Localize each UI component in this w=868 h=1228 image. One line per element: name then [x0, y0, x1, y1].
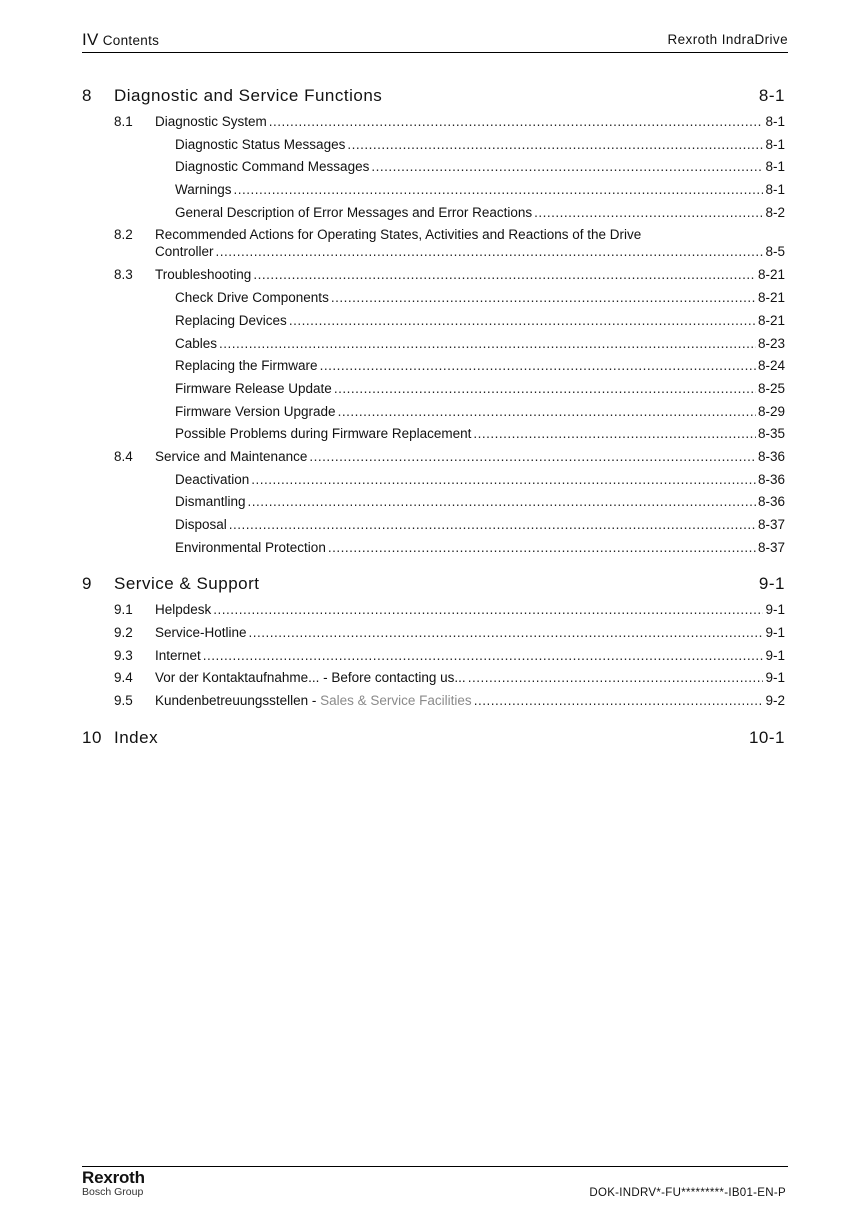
toc-subentry[interactable] — [82, 336, 785, 359]
toc-subentry[interactable] — [82, 404, 785, 427]
entry-page: 9-1 — [765, 647, 785, 663]
entry-title-line1: Recommended Actions for Operating States, Activities and Reactions of the Drive — [155, 227, 642, 243]
dot-leader — [331, 290, 756, 306]
dot-leader — [473, 426, 756, 442]
rexroth-logo — [82, 1169, 145, 1198]
toc-subentry[interactable] — [82, 182, 785, 205]
dot-leader — [338, 404, 756, 420]
entry-title — [175, 358, 318, 374]
toc-entry[interactable] — [82, 693, 785, 716]
dot-leader — [248, 494, 756, 510]
chapter-heading[interactable] — [82, 728, 785, 750]
chapter-spacer — [82, 562, 785, 574]
dot-leader — [213, 602, 763, 618]
toc-subentry[interactable] — [82, 137, 785, 160]
entry-page: 8-1 — [765, 159, 785, 175]
entry-title-text: Replacing Devices — [175, 312, 287, 328]
entry-page: 8-1 — [765, 136, 785, 152]
entry-title — [155, 670, 466, 686]
entry-title — [155, 648, 201, 664]
entry-page: 8-1 — [765, 182, 785, 198]
entry-page: 8-5 — [765, 244, 785, 260]
toc-subentry[interactable] — [82, 381, 785, 404]
entry-title-text: Environmental Protection — [175, 539, 326, 555]
entry-number: 9.1 — [114, 602, 133, 618]
page-footer — [82, 1166, 788, 1207]
entry-title — [175, 313, 287, 329]
entry-title-text: Diagnostic Command Messages — [175, 159, 370, 175]
entry-title-text: Kundenbetreuungsstellen - — [155, 693, 321, 709]
chapter-number: 8 — [82, 86, 92, 105]
entry-title — [175, 472, 249, 488]
header-section-label — [82, 30, 159, 50]
entry-title — [155, 625, 247, 641]
toc-entry[interactable] — [82, 625, 785, 648]
entry-page: 8-36 — [757, 448, 785, 464]
entry-title-text: Diagnostic System — [155, 114, 267, 129]
toc-entry[interactable] — [82, 114, 785, 137]
entry-title — [175, 426, 471, 442]
header-section-title: Contents — [102, 33, 160, 48]
entry-title-text: Helpdesk — [155, 602, 212, 618]
chapter-page: 10-1 — [748, 727, 785, 747]
entry-title-text: Cables — [175, 335, 218, 351]
entry-title-text: Check Drive Components — [175, 290, 329, 306]
entry-title-text: Service-Hotline — [155, 625, 247, 641]
entry-page: 8-2 — [765, 204, 785, 220]
entry-title — [175, 205, 532, 221]
entry-title — [175, 494, 246, 510]
entry-title-text: General Description of Error Messages and Error Reactions — [175, 204, 533, 220]
document-number: DOK-INDRV*-FU*********-IB01-EN-P — [589, 1187, 786, 1199]
toc-entry[interactable] — [82, 449, 785, 472]
entry-number: 8.2 — [114, 227, 133, 243]
toc-subentry[interactable] — [82, 426, 785, 449]
entry-number: 8.1 — [114, 114, 133, 129]
dot-leader — [216, 244, 764, 260]
dot-leader — [534, 205, 763, 221]
entry-title-text: Diagnostic Status Messages — [175, 136, 346, 152]
entry-page: 8-35 — [757, 426, 785, 442]
toc-subentry[interactable] — [82, 472, 785, 495]
entry-title — [155, 693, 472, 709]
dot-leader — [334, 381, 756, 397]
entry-number: 8.4 — [114, 448, 133, 464]
chapter-spacer — [82, 716, 785, 728]
dot-leader — [229, 517, 756, 533]
chapter-title: Index — [114, 727, 159, 747]
dot-leader — [251, 472, 756, 488]
entry-page: 8-29 — [757, 403, 785, 419]
chapter-title: Service & Support — [114, 574, 260, 594]
entry-number: 9.3 — [114, 647, 133, 663]
entry-title-text: Dismantling — [175, 494, 246, 510]
entry-title — [175, 290, 329, 306]
logo-brand: Rexroth — [82, 1168, 145, 1187]
dot-leader — [320, 358, 756, 374]
toc-subentry[interactable] — [82, 494, 785, 517]
entry-number: 9.2 — [114, 625, 133, 641]
header-product-name: Rexroth IndraDrive — [667, 32, 788, 47]
entry-page: 8-21 — [757, 267, 785, 283]
dot-leader — [203, 648, 764, 664]
toc-entry[interactable] — [82, 602, 785, 625]
entry-number: 8.3 — [114, 267, 133, 283]
chapter-title: Diagnostic and Service Functions — [114, 86, 383, 105]
page-header — [82, 30, 788, 53]
entry-title-text: Firmware Version Upgrade — [175, 403, 336, 419]
toc-entry[interactable] — [82, 648, 785, 671]
dot-leader — [371, 159, 763, 175]
entry-page: 8-1 — [765, 114, 785, 129]
entry-title — [175, 517, 227, 533]
dot-leader — [249, 625, 764, 641]
dot-leader — [234, 182, 764, 198]
header-page-roman: IV — [82, 30, 99, 49]
chapter-heading[interactable] — [82, 86, 785, 108]
toc-subentry[interactable] — [82, 290, 785, 313]
entry-page: 8-21 — [757, 290, 785, 306]
chapter-page: 9-1 — [758, 574, 785, 594]
entry-title — [175, 381, 332, 397]
chapter-number: 9 — [82, 574, 92, 594]
table-of-contents — [82, 86, 785, 750]
entry-page: 9-1 — [765, 670, 785, 686]
entry-page: 8-25 — [757, 380, 785, 396]
logo-subtitle: Bosch Group — [82, 1186, 144, 1198]
entry-number: 9.4 — [114, 670, 133, 686]
toc-entry[interactable] — [82, 227, 785, 267]
entry-title-text: Replacing the Firmware — [175, 358, 318, 374]
toc-subentry[interactable] — [82, 540, 785, 563]
entry-page: 9-1 — [765, 625, 785, 641]
entry-title-text: Service and Maintenance — [155, 448, 308, 464]
dot-leader — [253, 267, 756, 283]
entry-title-text: Vor der Kontaktaufnahme... - Before contacting us... — [155, 670, 466, 686]
toc-subentry[interactable] — [82, 358, 785, 381]
entry-title — [155, 114, 267, 130]
entry-title-text: Disposal — [175, 517, 227, 532]
entry-title-text: Warnings — [175, 182, 232, 198]
entry-page: 8-24 — [757, 358, 785, 374]
entry-page: 8-21 — [757, 312, 785, 328]
entry-title-line2-row — [155, 244, 785, 260]
entry-title — [175, 137, 345, 153]
entry-page: 8-36 — [757, 494, 785, 510]
toc-entry[interactable] — [82, 267, 785, 290]
entry-page: 9-2 — [765, 693, 785, 709]
entry-title-text: Firmware Release Update — [175, 380, 332, 396]
toc-subentry[interactable] — [82, 517, 785, 540]
dot-leader — [468, 670, 764, 686]
entry-title — [175, 336, 217, 352]
entry-page: 8-37 — [757, 539, 785, 555]
toc-entry[interactable] — [82, 670, 785, 693]
dot-leader — [289, 313, 756, 329]
dot-leader — [347, 137, 763, 153]
entry-page: 8-37 — [757, 517, 785, 532]
entry-title-text: Possible Problems during Firmware Replacement — [175, 426, 472, 442]
entry-page: 8-23 — [757, 335, 785, 351]
chapter-heading[interactable] — [82, 574, 785, 596]
entry-title — [175, 404, 336, 420]
chapter-page: 8-1 — [758, 86, 785, 105]
dot-leader — [219, 336, 756, 352]
toc-subentry[interactable] — [82, 313, 785, 336]
toc-subentry[interactable] — [82, 159, 785, 182]
chapter-entries — [82, 114, 785, 562]
entry-title-text: Deactivation — [175, 471, 250, 487]
dot-leader — [309, 449, 756, 465]
entry-page: 9-1 — [765, 602, 785, 618]
entry-title — [175, 182, 232, 198]
entry-title-text: Troubleshooting — [155, 267, 252, 283]
chapter-entries — [82, 602, 785, 715]
entry-page: 8-36 — [757, 471, 785, 487]
toc-subentry[interactable] — [82, 205, 785, 228]
entry-title — [155, 449, 307, 465]
entry-title — [155, 602, 211, 618]
dot-leader — [269, 114, 764, 130]
entry-title — [155, 267, 251, 283]
entry-title-english: Sales & Service Facilities — [320, 693, 472, 709]
entry-title — [175, 159, 369, 175]
entry-title-text: Internet — [155, 647, 201, 663]
entry-number: 9.5 — [114, 693, 133, 709]
dot-leader — [474, 693, 764, 709]
dot-leader — [328, 540, 756, 556]
chapter-number: 10 — [82, 727, 102, 747]
entry-title-line2: Controller — [155, 244, 214, 260]
entry-title — [175, 540, 326, 556]
